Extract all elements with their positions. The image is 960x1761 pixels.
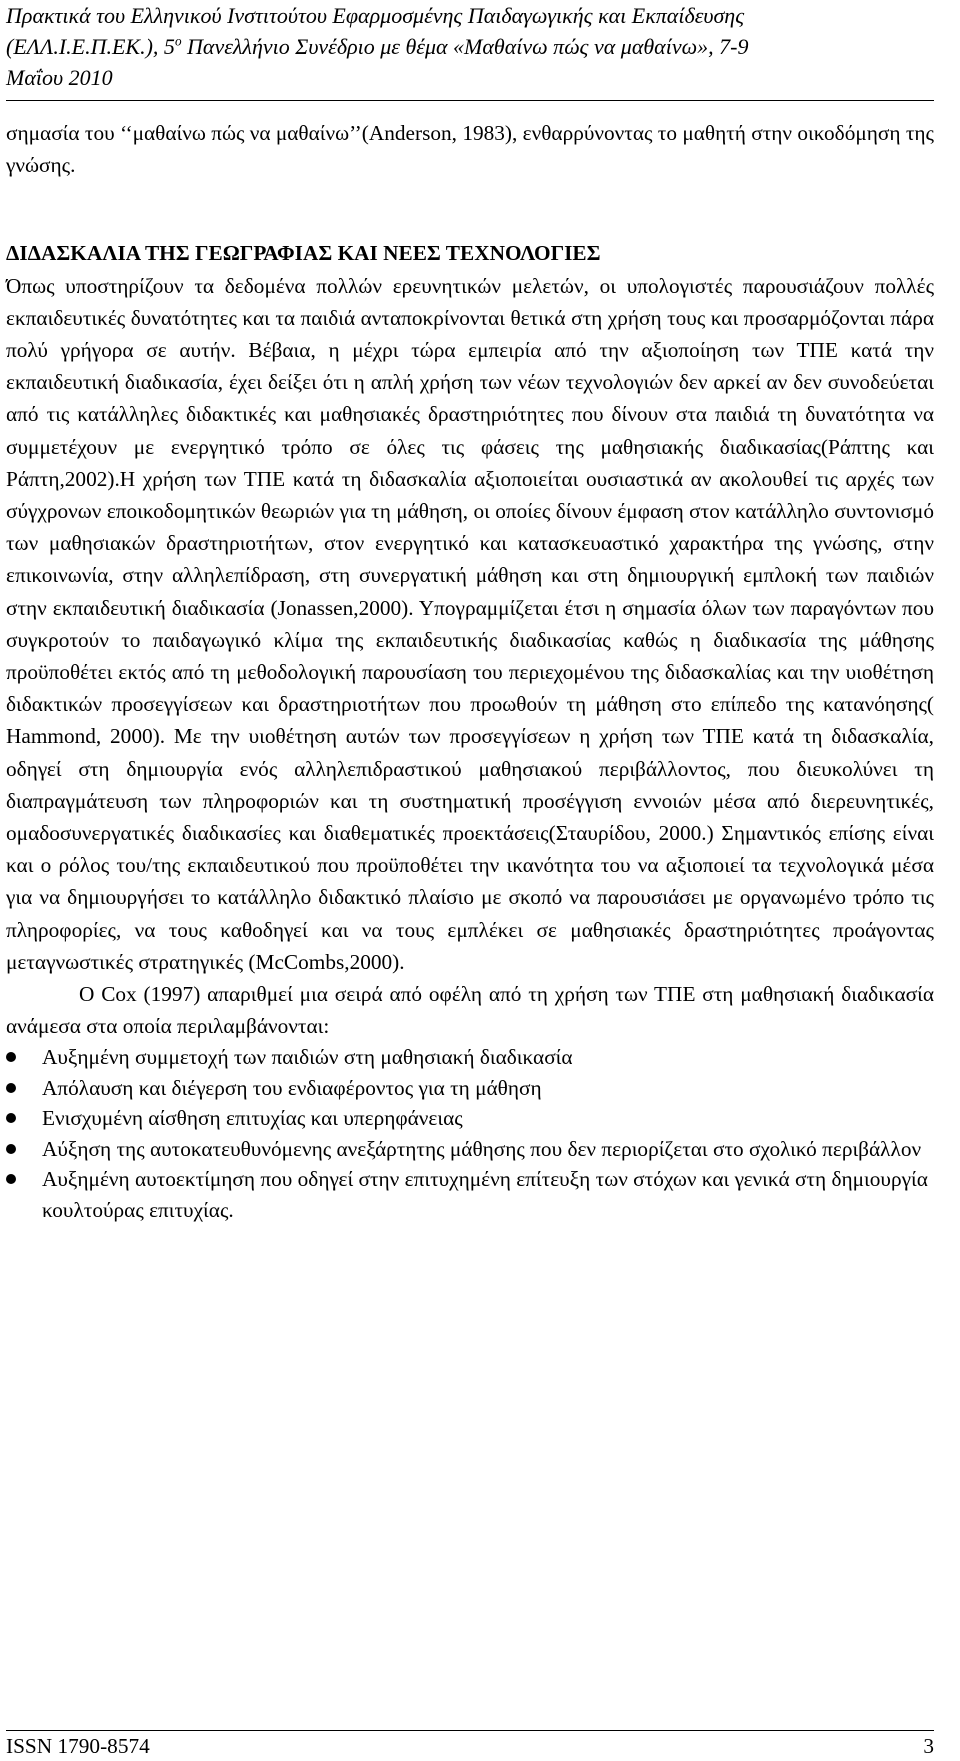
bullet-icon xyxy=(6,1052,16,1062)
bullet-icon xyxy=(6,1174,16,1184)
header-line-3: Μαΐου 2010 xyxy=(6,65,113,90)
header-line-2-end: Πανελλήνιο Συνέδριο με θέμα «Μαθαίνω πώς να μαθαίνω», 7-9 xyxy=(181,34,749,59)
benefits-list xyxy=(6,1042,934,1225)
list-item xyxy=(6,1073,934,1104)
intro-paragraph: σημασία του ‘‘μαθαίνω πώς να μαθαίνω’’(Anderson, 1983), ενθαρρύνοντας το μαθητή στην οικοδόμηση της γνώσης. xyxy=(6,121,934,178)
header-line-2-start: (ΕΛΛ.Ι.Ε.Π.ΕΚ.), 5 xyxy=(6,34,175,59)
section-spacer xyxy=(6,181,934,237)
list-item xyxy=(6,1103,934,1134)
list-item xyxy=(6,1164,934,1225)
list-item-text: Αυξημένη αυτοεκτίμηση που οδηγεί στην επιτυχημένη επίτευξη των στόχων και γενικά στη δημιουργία κουλτούρας επιτυχίας. xyxy=(42,1167,928,1222)
list-item-text: Αύξηση της αυτοκατευθυνόμενης ανεξάρτητης μάθησης που δεν περιορίζεται στο σχολικό περιβάλλον xyxy=(42,1136,922,1161)
header-line-2 xyxy=(6,31,934,62)
list-item-text: Απόλαυση και διέγερση του ενδιαφέροντος για τη μάθηση xyxy=(42,1075,542,1100)
bullet-icon xyxy=(6,1113,16,1123)
list-item-text: Ενισχυμένη αίσθηση επιτυχίας και υπερηφάνειας xyxy=(42,1106,463,1131)
header-ordinal-superscript: ο xyxy=(174,33,182,49)
bullet-icon xyxy=(6,1144,16,1154)
list-item-text: Αυξημένη συμμετοχή των παιδιών στη μαθησιακή διαδικασία xyxy=(42,1045,573,1070)
page-footer xyxy=(6,1731,934,1761)
main-paragraph: Όπως υποστηρίζουν τα δεδομένα πολλών ερευνητικών μελετών, οι υπολογιστές παρουσιάζουν πολλές εκπαιδευτικές δυνατότητες και τα παιδιά ανταποκρίνονται θετικά στη χρήση τους και προσαρμόζονται πάρα πολύ γρήγορα σε αυτήν. Βέβαια, η μέχρι τώρα εμπειρία από την αξιοποίηση των ΤΠΕ κατά την εκπαιδευτική διαδικασία, έχει δείξει ότι η απλή χρήση των νέων τεχνολογιών δεν αρκεί αν δεν συνοδεύεται από τις κατάλληλες διδακτικές και μαθησιακές δραστηριότητες που δίνουν στα παιδιά τη δυνατότητα να συμμετέχουν με ενεργητικό τρόπο σε όλες τις φάσεις της μαθησιακής διαδικασίας(Ράπτης και Ράπτη,2002).Η χρήση των ΤΠΕ κατά τη διδασκαλία αξιοποιείται ουσιαστικά αν ακολουθεί τις αρχές των σύγχρονων εποικοδομητικών θεωριών για τη μάθηση, οι οποίες δίνουν έμφαση στον κατάλληλο συντονισμό των μαθησιακών δραστηριοτήτων, στον ενεργητικό και κατασκευαστικό χαρακτήρα της γνώσης, στην επικοινωνία, στην αλληλεπίδραση, στη συνεργατική μάθηση και στη δημιουργική εμπλοκή των παιδιών στην εκπαιδευτική διαδικασία (Jonassen,2000). Υπογραμμίζεται έτσι η σημασία όλων των παραγόντων που συγκροτούν το παιδαγωγικό κλίμα της εκπαιδευτικής διαδικασίας καθώς η διαδικασία της μάθησης προϋποθέτει εκτός από τη μεθοδολογική παρουσίαση του περιεχομένου της διδασκαλίας και την υιοθέτηση διδακτικών προσεγγίσεων και δραστηριοτήτων που προωθούν τη μάθηση στο επίπεδο της κατανόησης( Hammond, 2000). Με την υιοθέτηση αυτών των προσεγγίσεων η χρήση των ΤΠΕ κατά τη διδασκαλία, οδηγεί στη δημιουργία ενός αλληλεπιδραστικού μαθησιακού περιβάλλοντος, που διευκολύνει τη διαπραγμάτευση των πληροφοριών και τη συστηματική προσέγγιση εννοιών μέσα από διερευνητικές, ομαδοσυνεργατικές διαδικασίες και διαθεματικές προεκτάσεις(Σταυρίδου, 2000.) Σημαντικός επίσης είναι και ο ρόλος του/της εκπαιδευτικού που προϋποθέτει την ικανότητα του να αξιοποιεί τα τεχνολογικά μέσα για να δημιουργήσει το κατάλληλο διδακτικό πλαίσιο με σκοπό να παρουσιάσει με οργανωμένο τρόπο τις πληροφορίες, να τους καθοδηγεί και να τους εμπλέκει σε μαθησιακές δραστηριότητες προάγοντας μεταγνωστικές στρατηγικές (McCombs,2000). xyxy=(6,273,934,974)
issn-label: ISSN 1790-8574 xyxy=(6,1734,150,1758)
header-divider xyxy=(6,100,934,101)
header-line-1: Πρακτικά του Ελληνικού Ινστιτούτου Εφαρμοσμένης Παιδαγωγικής και Εκπαίδευσης xyxy=(6,3,745,28)
page-number: 3 xyxy=(923,1734,934,1758)
list-item xyxy=(6,1134,934,1165)
bullet-icon xyxy=(6,1083,16,1093)
cox-paragraph: Ο Cox (1997) απαριθμεί μια σειρά από οφέλη από τη χρήση των ΤΠΕ στη μαθησιακή διαδικασία ανάμεσα στα οποία περιλαμβάνονται: xyxy=(6,982,934,1039)
page-body xyxy=(6,117,934,1225)
list-item xyxy=(6,1042,934,1073)
page-header xyxy=(6,0,934,93)
section-heading: ΔΙΔΑΣΚΑΛΙΑ ΤΗΣ ΓΕΩΓΡΑΦΙΑΣ ΚΑΙ ΝΕΕΣ ΤΕΧΝΟΛΟΓΙΕΣ xyxy=(6,241,601,266)
